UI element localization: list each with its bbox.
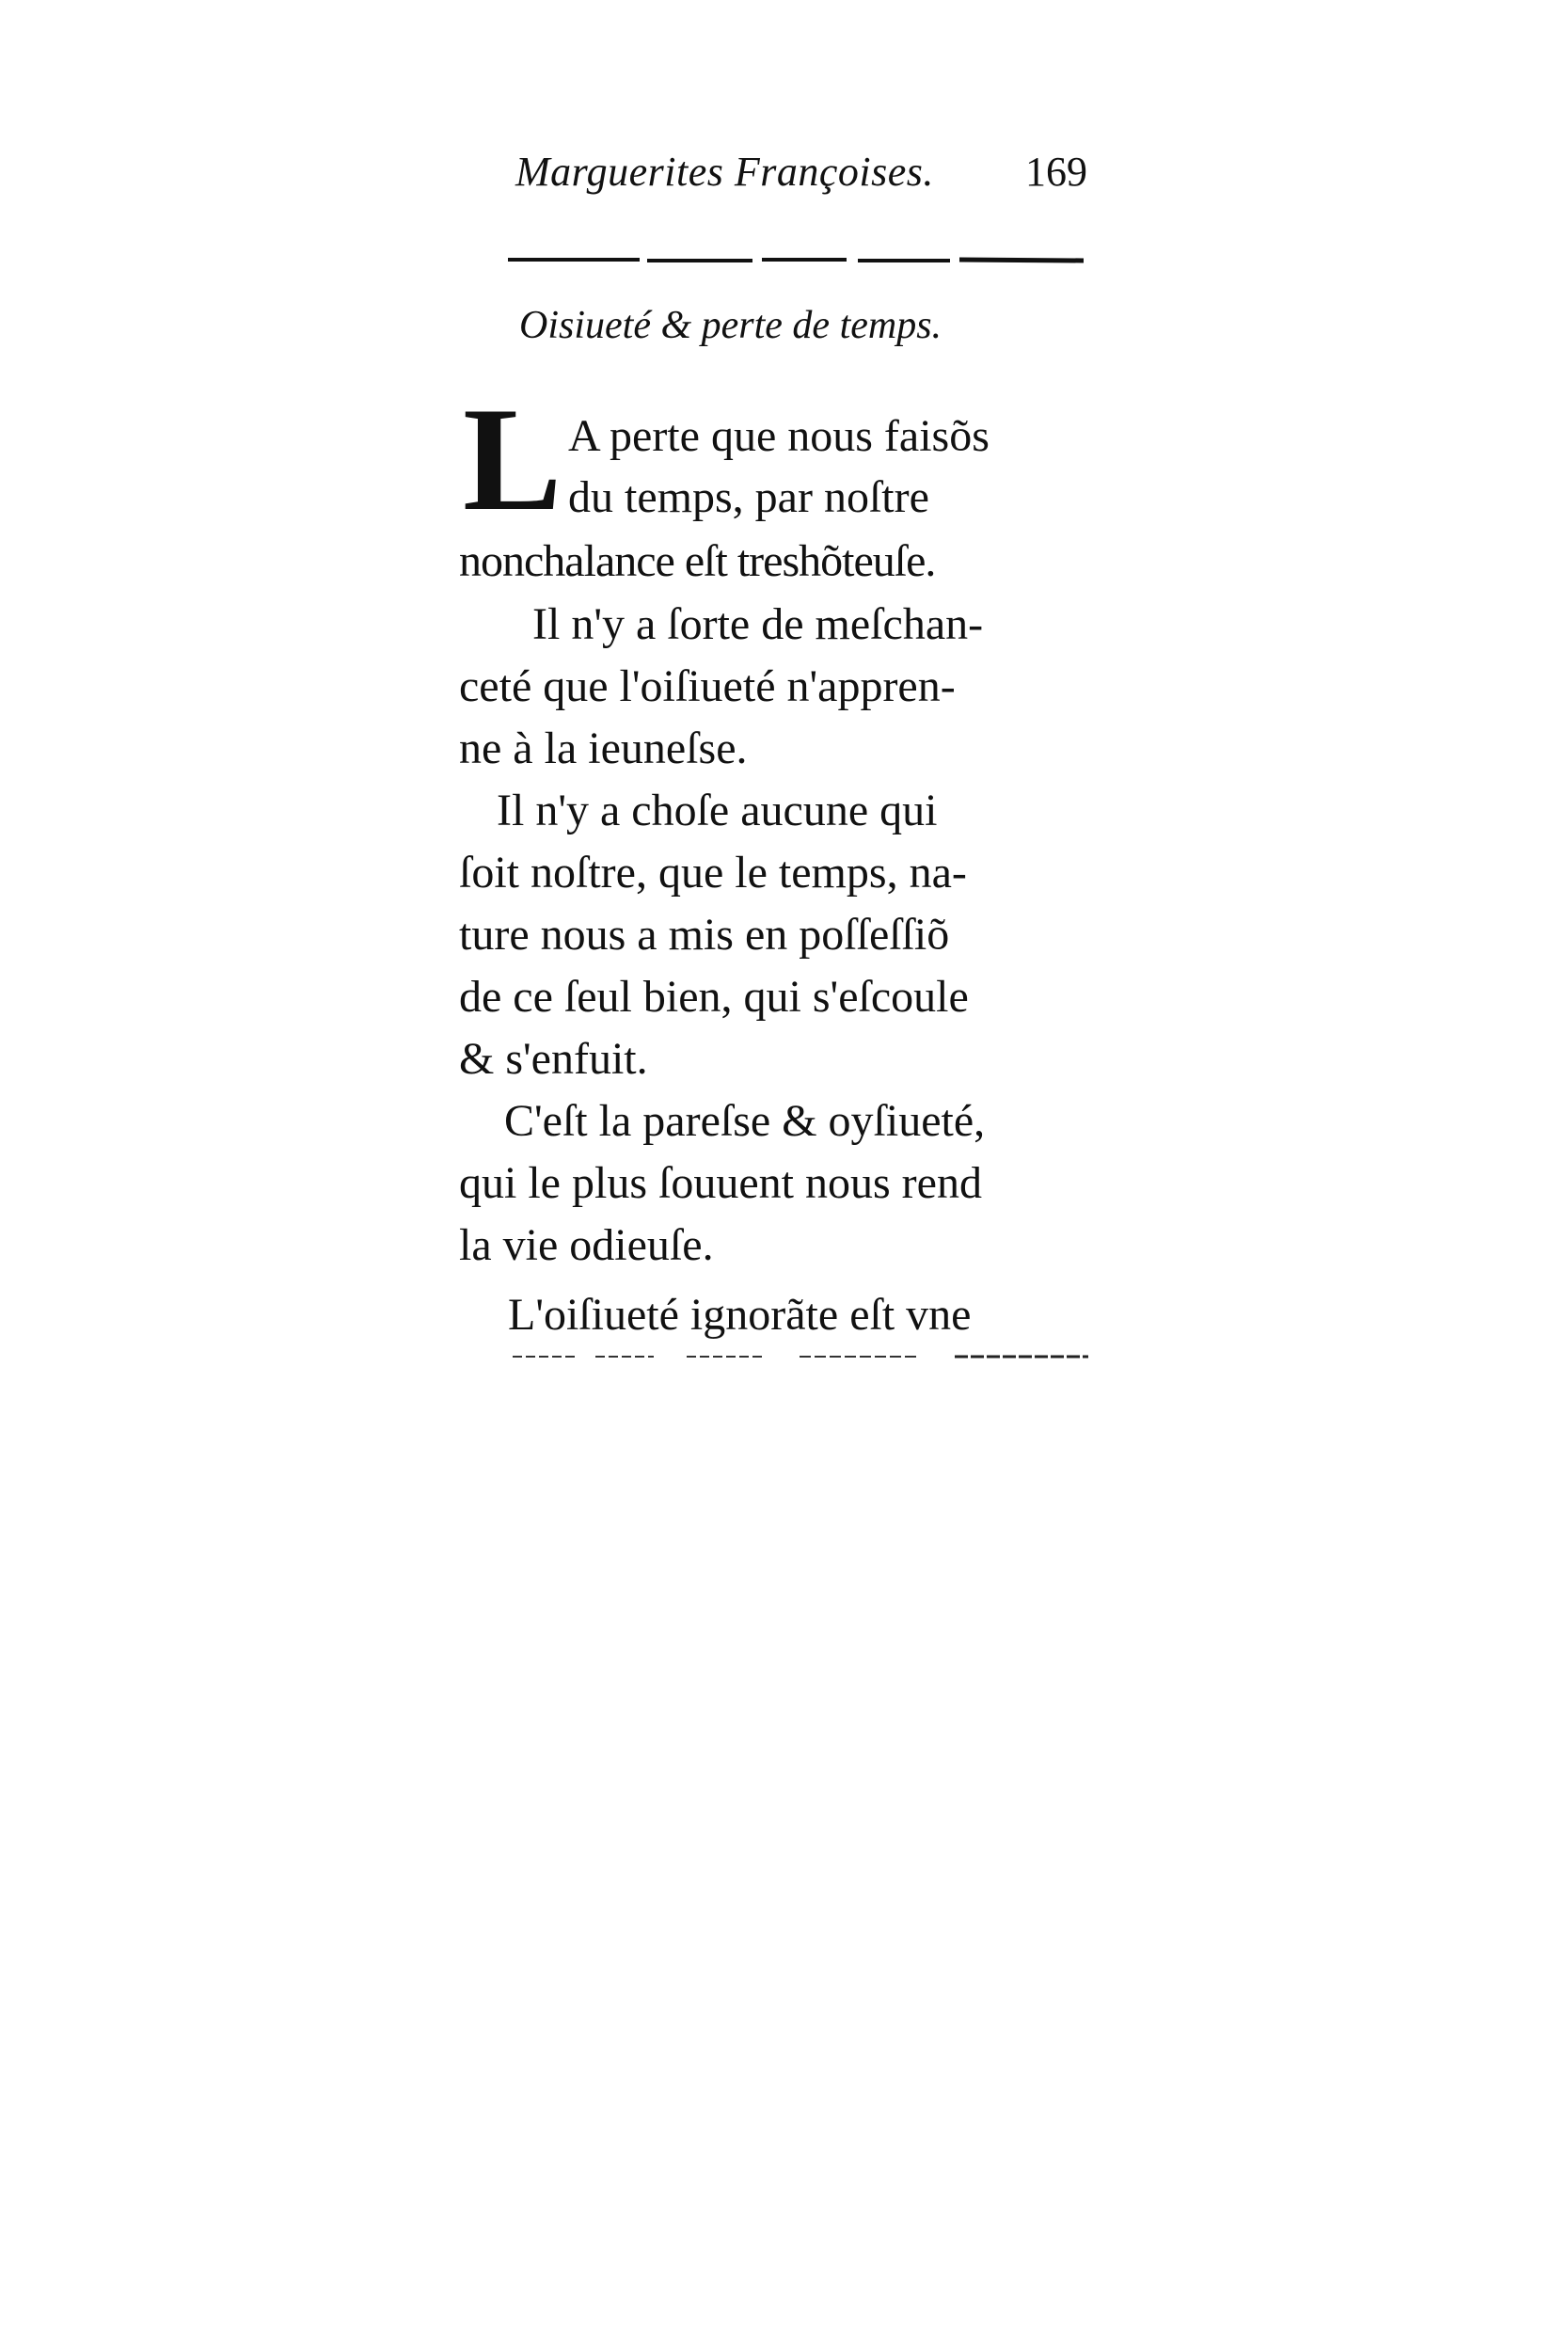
text-line: L'oiſiueté ignorãte eſt vne [508,1290,972,1340]
header-rule [508,256,1091,265]
text-line: C'eſt la pareſse & oyſiueté, [504,1096,986,1146]
text-line: qui le plus ſouuent nous rend [459,1158,982,1208]
text-line: la vie odieuſe. [459,1220,714,1270]
drop-cap: L [463,377,562,542]
running-head [515,139,1099,205]
bottom-rule [513,1353,1091,1360]
text-line: A perte que nous faisõs [568,411,990,461]
text-line: Il n'y a ſorte de meſchan- [532,599,984,649]
text-line: de ce ſeul bien, qui s'eſcoule [459,972,969,1022]
text-line: nonchalance eſt treshõteuſe. [459,536,936,586]
text-line: ne à la ieuneſse. [459,723,748,773]
running-head-title: Marguerites Françoises. [515,149,934,195]
text-line: ſoit noſtre, que le temps, na- [459,848,967,898]
text-line: ceté que l'oiſiueté n'appren- [459,661,956,711]
section-title: Oisiueté & perte de temps. [519,304,942,347]
text-line: & s'enfuit. [459,1034,648,1084]
page-number: 169 [1025,149,1087,195]
text-line: du temps, par noſtre [568,472,929,522]
text-line: ture nous a mis en poſſeſſiõ [459,910,950,960]
text-line: Il n'y a choſe aucune qui [497,786,938,835]
